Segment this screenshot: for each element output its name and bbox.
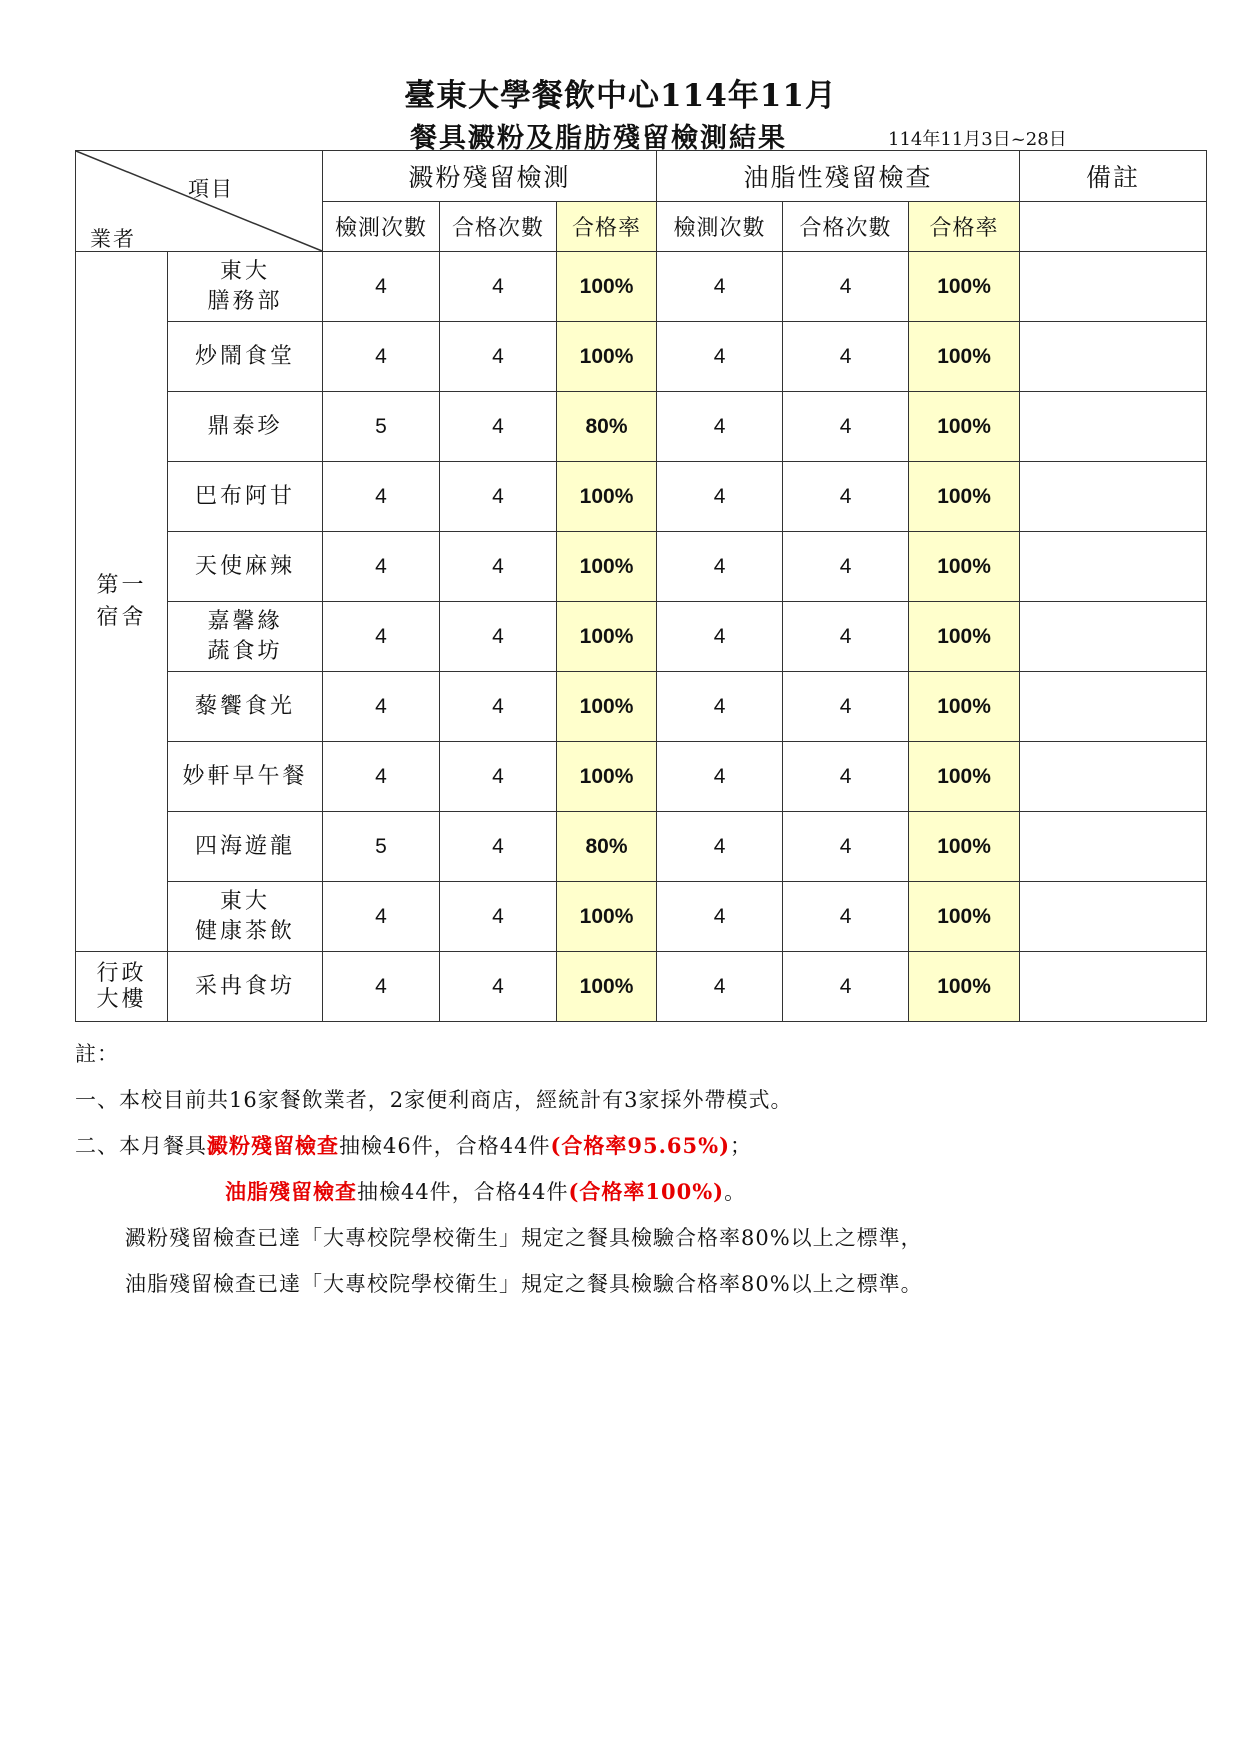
oil-rate-cell: 100% <box>909 672 1020 742</box>
starch-rate-header: 合格率 <box>557 202 657 252</box>
table-row <box>76 812 1207 882</box>
group-label-line: 第一 <box>96 572 147 598</box>
starch-tests-cell: 5 <box>323 812 440 882</box>
corner-header-cell <box>76 151 323 252</box>
results-table <box>75 150 1207 1022</box>
oil-pass-header: 合格次數 <box>783 202 909 252</box>
note-line-3-mid: 抽檢44件，合格44件 <box>357 1180 569 1204</box>
oil-group-header: 油脂性殘留檢查 <box>657 151 1020 202</box>
oil-rate-cell: 100% <box>909 812 1020 882</box>
starch-pass-header: 合格次數 <box>440 202 557 252</box>
oil-rate-cell: 100% <box>909 322 1020 392</box>
vendor-name <box>168 882 323 952</box>
remark-cell <box>1020 462 1207 532</box>
oil-pass-cell: 4 <box>783 882 909 952</box>
starch-pass-cell: 4 <box>440 462 557 532</box>
oil-pass-cell: 4 <box>783 742 909 812</box>
vendor-name-line: 采冉食坊 <box>194 973 295 999</box>
oil-tests-cell: 4 <box>657 952 783 1022</box>
table-row <box>76 672 1207 742</box>
document-title: 臺東大學餐飲中心114年11月 <box>404 78 837 114</box>
starch-rate-cell: 100% <box>557 882 657 952</box>
starch-pass-cell: 4 <box>440 602 557 672</box>
starch-pass-cell: 4 <box>440 532 557 602</box>
table-row <box>76 322 1207 392</box>
note-line-3-suffix: 。 <box>724 1180 747 1204</box>
starch-rate-cell: 100% <box>557 322 657 392</box>
oil-pass-cell: 4 <box>783 322 909 392</box>
starch-rate-cell: 100% <box>557 252 657 322</box>
oil-tests-cell: 4 <box>657 322 783 392</box>
vendor-name-line: 蔬食坊 <box>207 638 283 664</box>
starch-rate-highlight: (合格率95.65%) <box>550 1133 731 1158</box>
oil-check-highlight: 油脂殘留檢查 <box>225 1179 357 1204</box>
oil-tests-cell: 4 <box>657 602 783 672</box>
notes-label: 註： <box>75 1042 119 1066</box>
vendor-name <box>168 392 323 462</box>
group-admin-building <box>76 952 168 1022</box>
oil-pass-cell: 4 <box>783 602 909 672</box>
oil-rate-cell: 100% <box>909 952 1020 1022</box>
remark-header-blank <box>1020 202 1207 252</box>
oil-rate-cell: 100% <box>909 602 1020 672</box>
oil-tests-cell: 4 <box>657 742 783 812</box>
starch-pass-cell: 4 <box>440 742 557 812</box>
remark-group-header: 備註 <box>1020 151 1207 202</box>
oil-tests-header: 檢測次數 <box>657 202 783 252</box>
oil-tests-cell: 4 <box>657 882 783 952</box>
note-line-3 <box>225 1176 746 1206</box>
starch-tests-cell: 4 <box>323 602 440 672</box>
starch-rate-cell: 80% <box>557 812 657 882</box>
oil-tests-cell: 4 <box>657 672 783 742</box>
vendor-name-line: 炒鬧食堂 <box>194 343 295 369</box>
remark-cell <box>1020 602 1207 672</box>
oil-rate-cell: 100% <box>909 392 1020 462</box>
oil-tests-cell: 4 <box>657 462 783 532</box>
group-dormitory-one <box>76 252 168 952</box>
vendor-name-line: 天使麻辣 <box>194 553 295 579</box>
table-row <box>76 882 1207 952</box>
remark-cell <box>1020 742 1207 812</box>
note-line-1: 一、本校目前共16家餐飲業者，2家便利商店，經統計有3家採外帶模式。 <box>75 1088 793 1112</box>
corner-item-label: 項目 <box>188 177 234 201</box>
vendor-name <box>168 812 323 882</box>
starch-rate-cell: 100% <box>557 952 657 1022</box>
vendor-name <box>168 602 323 672</box>
oil-tests-cell: 4 <box>657 532 783 602</box>
starch-pass-cell: 4 <box>440 672 557 742</box>
remark-cell <box>1020 882 1207 952</box>
oil-pass-cell: 4 <box>783 462 909 532</box>
oil-pass-cell: 4 <box>783 532 909 602</box>
oil-rate-highlight: (合格率100%) <box>568 1179 725 1204</box>
starch-tests-cell: 4 <box>323 882 440 952</box>
starch-rate-cell: 100% <box>557 742 657 812</box>
starch-tests-cell: 4 <box>323 532 440 602</box>
remark-cell <box>1020 532 1207 602</box>
starch-pass-cell: 4 <box>440 882 557 952</box>
remark-cell <box>1020 812 1207 882</box>
table-row <box>76 252 1207 322</box>
remark-cell <box>1020 392 1207 462</box>
remark-cell <box>1020 672 1207 742</box>
starch-pass-cell: 4 <box>440 322 557 392</box>
vendor-name <box>168 672 323 742</box>
table-row <box>76 742 1207 812</box>
starch-rate-cell: 100% <box>557 462 657 532</box>
table-row <box>76 602 1207 672</box>
note-line-2-prefix: 二、本月餐具 <box>75 1134 207 1158</box>
test-period: 114年11月3日~28日 <box>888 129 1067 150</box>
group-label-line: 宿舍 <box>96 604 147 630</box>
oil-pass-cell: 4 <box>783 952 909 1022</box>
results-body <box>76 252 1207 1022</box>
oil-pass-cell: 4 <box>783 392 909 462</box>
starch-check-highlight: 澱粉殘留檢查 <box>207 1133 339 1158</box>
starch-tests-cell: 4 <box>323 252 440 322</box>
oil-rate-header: 合格率 <box>909 202 1020 252</box>
starch-tests-cell: 4 <box>323 322 440 392</box>
starch-tests-cell: 4 <box>323 462 440 532</box>
vendor-name <box>168 742 323 812</box>
starch-pass-cell: 4 <box>440 952 557 1022</box>
vendor-name-line: 藜饗食光 <box>194 693 295 719</box>
vendor-name <box>168 322 323 392</box>
vendor-name-line: 膳務部 <box>207 288 283 314</box>
table-row <box>76 952 1207 1022</box>
vendor-name-line: 東大 <box>219 258 270 284</box>
vendor-name-line: 妙軒早午餐 <box>182 763 308 789</box>
vendor-name <box>168 952 323 1022</box>
vendor-name-line: 健康茶飲 <box>194 918 295 944</box>
starch-tests-cell: 4 <box>323 952 440 1022</box>
vendor-name <box>168 252 323 322</box>
starch-tests-header: 檢測次數 <box>323 202 440 252</box>
starch-rate-cell: 100% <box>557 602 657 672</box>
vendor-name <box>168 462 323 532</box>
corner-vendor-label: 業者 <box>90 227 136 251</box>
group-label-line: 行政 <box>96 960 147 986</box>
vendor-name <box>168 532 323 602</box>
note-line-4: 澱粉殘留檢查已達「大專校院學校衛生」規定之餐具檢驗合格率80%以上之標準， <box>125 1226 923 1250</box>
vendor-name-line: 巴布阿甘 <box>194 483 295 509</box>
starch-pass-cell: 4 <box>440 392 557 462</box>
oil-tests-cell: 4 <box>657 812 783 882</box>
note-line-5: 油脂殘留檢查已達「大專校院學校衛生」規定之餐具檢驗合格率80%以上之標準。 <box>125 1272 923 1296</box>
note-line-2-mid: 抽檢46件，合格44件 <box>339 1134 551 1158</box>
oil-rate-cell: 100% <box>909 462 1020 532</box>
oil-tests-cell: 4 <box>657 252 783 322</box>
table-row <box>76 532 1207 602</box>
starch-tests-cell: 4 <box>323 742 440 812</box>
oil-tests-cell: 4 <box>657 392 783 462</box>
vendor-name-line: 四海遊龍 <box>194 833 295 859</box>
remark-cell <box>1020 322 1207 392</box>
note-line-2-suffix: ； <box>730 1134 753 1158</box>
oil-pass-cell: 4 <box>783 812 909 882</box>
starch-tests-cell: 5 <box>323 392 440 462</box>
group-label-line: 大樓 <box>96 986 147 1012</box>
vendor-name-line: 鼎泰珍 <box>207 413 283 439</box>
starch-tests-cell: 4 <box>323 672 440 742</box>
starch-group-header: 澱粉殘留檢測 <box>323 151 657 202</box>
oil-pass-cell: 4 <box>783 252 909 322</box>
vendor-name-line: 東大 <box>219 888 270 914</box>
starch-pass-cell: 4 <box>440 812 557 882</box>
remark-cell <box>1020 252 1207 322</box>
oil-rate-cell: 100% <box>909 742 1020 812</box>
oil-rate-cell: 100% <box>909 882 1020 952</box>
starch-pass-cell: 4 <box>440 252 557 322</box>
table-row <box>76 392 1207 462</box>
table-row <box>76 462 1207 532</box>
starch-rate-cell: 100% <box>557 532 657 602</box>
vendor-name-line: 嘉馨緣 <box>207 608 283 634</box>
starch-rate-cell: 100% <box>557 672 657 742</box>
oil-pass-cell: 4 <box>783 672 909 742</box>
remark-cell <box>1020 952 1207 1022</box>
document-subtitle: 餐具澱粉及脂肪殘留檢測結果 <box>410 123 787 154</box>
note-line-2 <box>75 1130 752 1160</box>
starch-rate-cell: 80% <box>557 392 657 462</box>
oil-rate-cell: 100% <box>909 532 1020 602</box>
oil-rate-cell: 100% <box>909 252 1020 322</box>
